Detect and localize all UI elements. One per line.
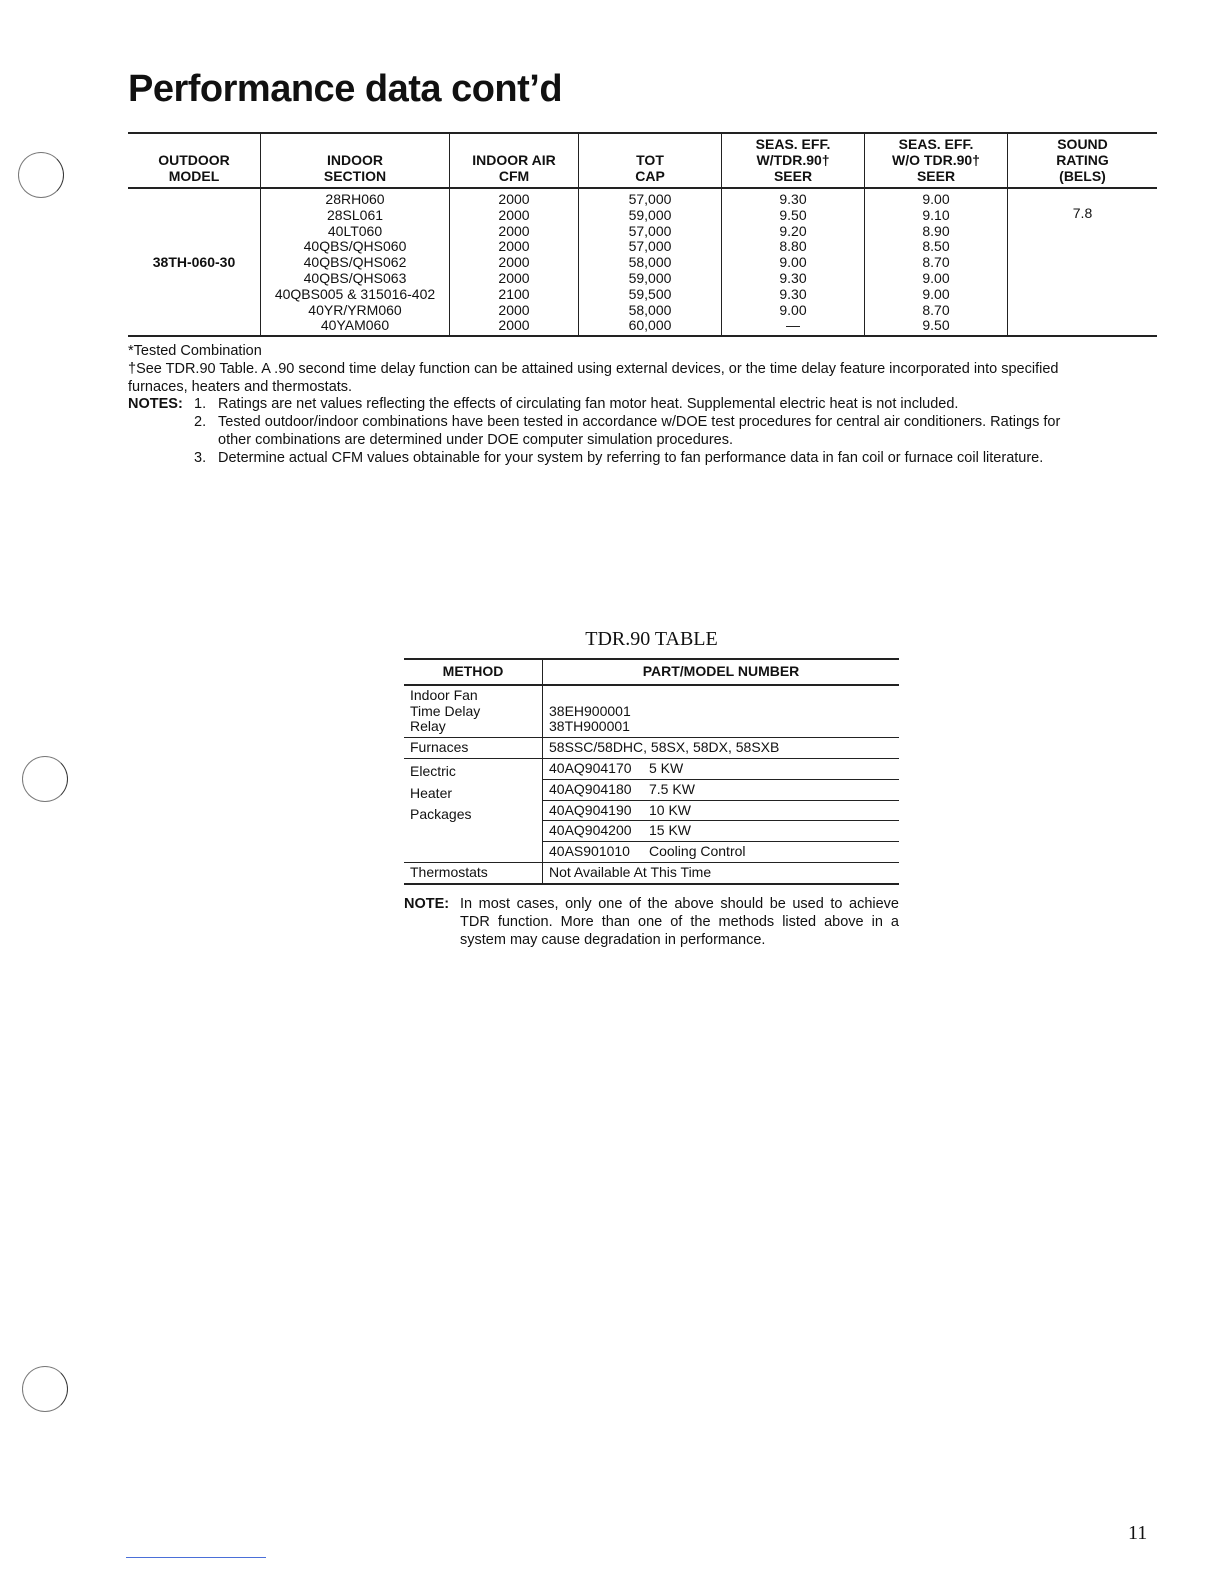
table-cell-value: 9.50: [779, 206, 807, 223]
tdr-row-electric-1: [404, 758, 899, 779]
table-cell-value: 2000: [498, 254, 530, 271]
tdr-method-header: METHOD: [404, 659, 543, 685]
table-cell-value: 8.50: [922, 238, 950, 255]
seer-with-cell: [722, 188, 865, 336]
table-cell-value: 9.00: [922, 191, 950, 207]
seer-without-cell: [865, 188, 1008, 336]
bottom-rule: [126, 1557, 266, 1558]
table-cell-value: 40LT060: [327, 222, 383, 239]
table-cell-value: 9.00: [779, 301, 807, 318]
binder-hole-bottom: [22, 1366, 68, 1412]
tdr-part-thermostats: Not Available At This Time: [543, 862, 900, 883]
table-cell-value: 59,000: [628, 269, 672, 286]
header-seer-without-tdr: SEAS. EFF. W/O TDR.90† SEER: [865, 133, 1008, 188]
binder-hole-middle: [22, 756, 68, 802]
table-cell-value: 58,000: [628, 301, 672, 318]
tdr-method-indoor-fan: Indoor Fan Time Delay Relay: [404, 685, 543, 738]
table-cell-value: 2000: [498, 238, 530, 255]
notes-label: NOTES:: [128, 396, 183, 413]
header-tot-cap: TOT CAP: [579, 133, 722, 188]
tdr-note-label: NOTE:: [404, 896, 450, 912]
table-cell-value: 2000: [498, 191, 530, 207]
header-seer-with-tdr: SEAS. EFF. W/TDR.90† SEER: [722, 133, 865, 188]
table-cell-value: 9.30: [779, 191, 807, 207]
note-1-text: Ratings are net values reflecting the effects of circulating fan motor heat. Supplemental electric heat is not included.: [218, 396, 959, 413]
table-cell-value: 59,500: [628, 285, 672, 302]
note-3-text: Determine actual CFM values obtainable for your system by referring to fan performance data in fan coil or furnace coil literature.: [218, 449, 1044, 466]
table-cell-value: 9.00: [779, 254, 807, 271]
table-cell-value: 40QBS/QHS063: [303, 269, 407, 286]
table-cell-value: 9.50: [922, 317, 950, 334]
table-cell-value: 58,000: [628, 254, 672, 271]
tdr-method-furnaces: Furnaces: [404, 738, 543, 759]
table-cell-value: 8.70: [922, 301, 950, 318]
tested-combination-note: *Tested Combination: [128, 343, 262, 359]
table-cell-value: 28RH060: [325, 191, 385, 207]
note-2: [128, 414, 1158, 450]
header-outdoor-model: OUTDOOR MODEL: [128, 133, 261, 188]
note-1: [128, 396, 1158, 414]
cfm-cell: [450, 188, 579, 336]
table-cell-value: 9.30: [779, 269, 807, 286]
tdr-note: [404, 895, 899, 949]
table-cell-value: 2000: [498, 269, 530, 286]
table-cell-value: 40YAM060: [320, 317, 390, 334]
table-cell-value: 57,000: [628, 191, 672, 207]
tdr-part-electric-3: 40AQ904190 10 KW: [543, 800, 900, 821]
note-2-number: 2.: [194, 414, 207, 431]
tdr-part-electric-2: 40AQ904180 7.5 KW: [543, 779, 900, 800]
tdr-row-thermostats: [404, 862, 899, 883]
table-cell-value: 40QBS/QHS062: [303, 254, 407, 271]
tdr-method-thermostats: Thermostats: [404, 862, 543, 883]
table-cell-value: 57,000: [628, 238, 672, 255]
page-title: Performance data cont’d: [128, 68, 563, 110]
table-cell-value: 40QBS/QHS060: [303, 238, 407, 255]
table-cell-value: 2000: [498, 206, 530, 223]
tdr-part-electric-4: 40AQ904200 15 KW: [543, 821, 900, 842]
tdr-part-furnaces: 58SSC/58DHC, 58SX, 58DX, 58SXB: [543, 738, 900, 759]
table-cell-value: 59,000: [628, 206, 672, 223]
tdr-table: [404, 658, 899, 885]
table-cell-value: 9.00: [922, 269, 950, 286]
table-cell-value: 8.80: [779, 238, 807, 255]
table-cell-value: 2000: [498, 301, 530, 318]
tdr-table-title: TDR.90 TABLE: [585, 628, 718, 650]
table-cell-value: 40QBS005 & 315016-402: [274, 285, 436, 302]
header-indoor-section: INDOOR SECTION: [261, 133, 450, 188]
tot-cap-cell: [579, 188, 722, 336]
table-cell-value: 28SL061: [326, 206, 384, 223]
tdr-row-indoor-fan: [404, 685, 899, 738]
table-cell-value: 2000: [498, 317, 530, 334]
table-cell-value: —: [786, 317, 800, 334]
table-cell-value: 40YR/YRM060: [308, 301, 402, 318]
binder-hole-top: [18, 152, 64, 198]
table-cell-value: 8.70: [922, 254, 950, 271]
indoor-section-cell: [261, 188, 450, 336]
performance-data-row: [128, 188, 1157, 336]
tdr-header-row: [404, 659, 899, 685]
page-number: 11: [1128, 1522, 1148, 1544]
tdr-part-electric-5: 40AS901010 Cooling Control: [543, 842, 900, 863]
note-2-text: Tested outdoor/indoor combinations have been tested in accordance w/DOE test procedures for central air conditioners. Ratings for other combinations are determined under DOE computer simulation procedures.: [218, 414, 1061, 448]
table-cell-value: 9.30: [779, 285, 807, 302]
table-cell-value: 57,000: [628, 222, 672, 239]
performance-header-row: [128, 133, 1157, 188]
sound-rating-cell: 7.8: [1008, 188, 1158, 336]
outdoor-model-cell: 38TH-060-30: [128, 188, 261, 336]
note-3: [128, 450, 1158, 468]
header-sound-rating: SOUND RATING (BELS): [1008, 133, 1158, 188]
note-3-number: 3.: [194, 449, 207, 466]
performance-table: [128, 132, 1157, 337]
table-cell-value: 60,000: [628, 317, 672, 334]
table-cell-value: 9.00: [922, 285, 950, 302]
table-cell-value: 9.10: [922, 206, 950, 223]
dagger-note-line1: †See TDR.90 Table. A .90 second time delay function can be attained using external devices, or the time delay feature incorporated into specified: [128, 360, 1059, 377]
tdr-part-indoor-fan: 38EH900001 38TH900001: [543, 685, 900, 738]
table-cell-value: 2100: [498, 285, 530, 302]
notes-section: [128, 343, 1158, 468]
tdr-row-furnaces: [404, 738, 899, 759]
dagger-note-line2: furnaces, heaters and thermostats.: [128, 378, 353, 395]
tdr-method-electric: Electric Heater Packages: [404, 758, 543, 862]
table-cell-value: 2000: [498, 222, 530, 239]
table-cell-value: 9.20: [779, 222, 807, 239]
tdr-part-electric-1: 40AQ904170 5 KW: [543, 758, 900, 779]
header-indoor-air-cfm: INDOOR AIR CFM: [450, 133, 579, 188]
note-1-number: 1.: [194, 396, 207, 413]
tdr-note-text: In most cases, only one of the above should be used to achieve TDR function. More than one of the methods listed above in a system may cause degradation in performance.: [460, 896, 899, 948]
tdr-part-header: PART/MODEL NUMBER: [543, 659, 900, 685]
table-cell-value: 8.90: [922, 222, 950, 239]
